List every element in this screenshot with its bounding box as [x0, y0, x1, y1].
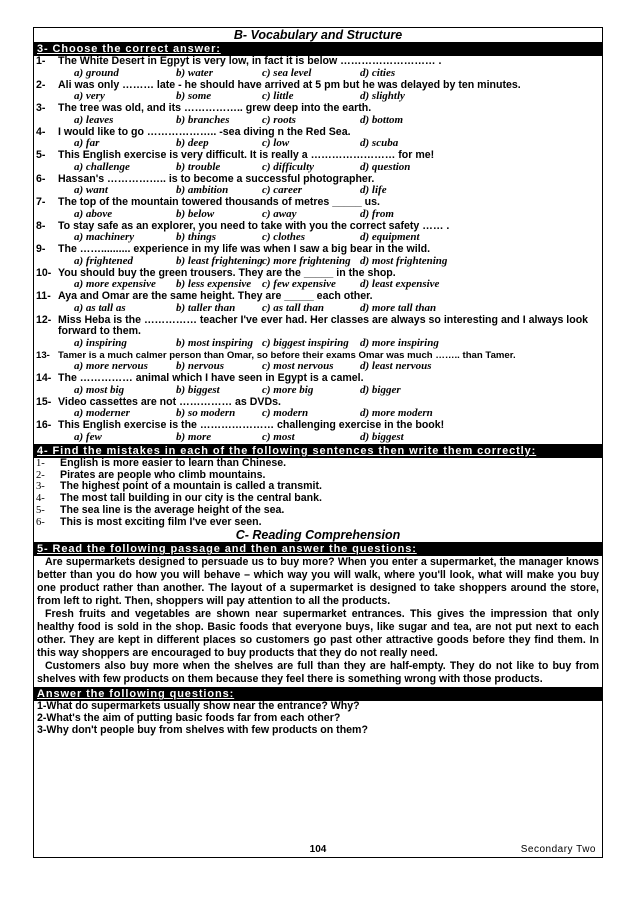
- answer-option[interactable]: d) more tall than: [360, 301, 437, 314]
- section-5-title: 5- Read the following passage and then answer the questions:: [34, 542, 602, 556]
- question-number: 11-: [36, 290, 51, 302]
- answer-options: [34, 232, 602, 244]
- question-text: Miss Heba is the …………… teacher I've ever had. Her classes are always so interesting and I always look forward to them.: [58, 313, 589, 338]
- question-stem: [34, 291, 602, 303]
- answer-options: [34, 385, 602, 397]
- answer-option[interactable]: a) want: [74, 184, 108, 197]
- passage-paragraph: Customers also buy more when the shelves are full than they are half-empty. They do not like to buy from shelves with few products on them because they feel there is something wrong with those products.: [37, 660, 599, 686]
- answer-option[interactable]: d) equipment: [360, 231, 420, 244]
- question-stem: [34, 244, 602, 256]
- question-stem: [34, 197, 602, 209]
- question-stem: [34, 56, 602, 68]
- stage-label: Secondary Two: [520, 844, 596, 855]
- answer-options: [34, 338, 602, 350]
- answer-option[interactable]: c) as tall than: [262, 301, 325, 314]
- answer-option[interactable]: b) below: [176, 207, 215, 220]
- answer-option[interactable]: a) frightened: [74, 254, 133, 267]
- mistake-number: 6-: [36, 516, 45, 528]
- answer-options: [34, 91, 602, 103]
- section-heading-vocabulary: B- Vocabulary and Structure: [233, 28, 403, 42]
- answer-option[interactable]: b) so modern: [176, 407, 236, 420]
- answer-options: [34, 408, 602, 420]
- answer-option[interactable]: d) scuba: [360, 137, 399, 150]
- answer-option[interactable]: c) little: [262, 90, 294, 103]
- question-number: 8-: [36, 219, 46, 232]
- answer-option[interactable]: c) clothes: [262, 231, 306, 244]
- answer-option[interactable]: a) ground: [74, 66, 119, 79]
- question-stem: [34, 420, 602, 432]
- answer-option[interactable]: c) career: [262, 184, 303, 197]
- mistake-text: The sea line is the average height of the sea.: [60, 503, 285, 516]
- answer-option[interactable]: c) difficulty: [262, 160, 315, 173]
- answer-option[interactable]: b) branches: [176, 113, 230, 126]
- answer-option[interactable]: d) bottom: [360, 113, 404, 126]
- question-text: The …………… animal which I have seen in Egypt is a camel.: [58, 372, 364, 385]
- mistake-sentence: [34, 505, 602, 517]
- question-number: 14-: [36, 372, 52, 385]
- answer-option[interactable]: b) deep: [176, 137, 209, 150]
- answer-option[interactable]: d) bigger: [360, 383, 401, 396]
- answer-option[interactable]: c) more frightening: [262, 254, 351, 267]
- answer-option[interactable]: a) moderner: [74, 407, 130, 420]
- question-stem: [34, 103, 602, 115]
- answer-option[interactable]: b) biggest: [176, 383, 220, 396]
- passage-paragraph: Are supermarkets designed to persuade us to buy more? When you enter a supermarket, the manager knows better than you do how you will behave – which way you will walk, where you'll look, what will make you buy one product rather than another. The layout of a supermarket is designed to take shoppers around the store, from left to right. Then, shoppers will pay attention to all the products.: [37, 556, 599, 608]
- question-number: 10-: [36, 266, 52, 279]
- answer-option[interactable]: d) least expensive: [360, 278, 440, 291]
- answer-option[interactable]: a) inspiring: [74, 336, 127, 349]
- answer-options: [34, 361, 602, 373]
- answer-option[interactable]: b) things: [176, 231, 217, 244]
- answer-options: [34, 138, 602, 150]
- page-footer: [34, 843, 602, 857]
- question-number: 5-: [36, 149, 46, 161]
- answer-option[interactable]: a) leaves: [74, 113, 114, 126]
- question-text: Video cassettes are not …………… as DVDs.: [58, 395, 281, 408]
- mistake-text: This is most exciting film I've ever seen.: [60, 515, 262, 528]
- answer-option[interactable]: c) low: [262, 137, 290, 150]
- answer-option[interactable]: c) away: [262, 207, 297, 220]
- answer-option[interactable]: a) above: [74, 207, 113, 220]
- passage-paragraph: Fresh fruits and vegetables are shown near supermarket entrances. This gives the impression that only healthy food is sold in the shop. Basic foods that everyone buys, like sugar and tea, are not put next to each other. They are kept in different places so customers go past other attractive goods before they find them. In this way shoppers are encouraged to buy products that they do not really need.: [37, 608, 599, 660]
- question-stem: [34, 80, 602, 92]
- question-text: You should buy the green trousers. They are the _____ in the shop.: [58, 266, 396, 279]
- answer-question: 3-Why don't people buy from shelves with few products on them?: [37, 724, 368, 737]
- question-text: Ali was only ……… late - he should have arrived at 5 pm but he was delayed by ten minutes.: [58, 78, 521, 91]
- answer-option[interactable]: d) from: [360, 207, 394, 220]
- answer-options: [34, 115, 602, 127]
- answer-option[interactable]: a) far: [74, 137, 100, 150]
- answer-option[interactable]: d) more modern: [360, 407, 433, 420]
- answer-option[interactable]: b) nervous: [176, 360, 224, 373]
- question-stem: [34, 174, 602, 186]
- question-number: 16-: [36, 419, 52, 432]
- answer-option[interactable]: c) most: [262, 430, 295, 443]
- page-number: 104: [309, 844, 327, 855]
- question-number: 6-: [36, 172, 46, 185]
- answer-option[interactable]: b) water: [176, 66, 213, 79]
- answer-option[interactable]: c) roots: [262, 113, 296, 126]
- question-text: Tamer is a much calmer person than Omar, so before their exams Omar was much …….. than Tamer.: [58, 349, 516, 361]
- answer-option[interactable]: b) trouble: [176, 160, 221, 173]
- answer-option[interactable]: a) very: [74, 90, 105, 103]
- answer-option[interactable]: b) taller than: [176, 301, 236, 314]
- question-text: The White Desert in Egpyt is very low, in fact it is below ……………………… .: [58, 55, 442, 67]
- answer-option[interactable]: d) least nervous: [360, 360, 432, 373]
- answer-option[interactable]: d) cities: [360, 66, 396, 79]
- answer-option[interactable]: d) slightly: [360, 90, 405, 103]
- mistake-number: 3-: [36, 481, 45, 493]
- answer-options: [34, 256, 602, 268]
- answer-options: [34, 279, 602, 291]
- answer-option[interactable]: c) few expensive: [262, 278, 336, 291]
- question-number: 12-: [36, 313, 52, 326]
- answer-question: 2-What's the aim of putting basic foods far from each other?: [37, 712, 341, 725]
- question-text: Aya and Omar are the same height. They are _____ each other.: [58, 290, 373, 302]
- answer-question: 1-What do supermarkets usually show near the entrance? Why?: [37, 700, 360, 713]
- answer-option[interactable]: c) sea level: [262, 66, 312, 79]
- worksheet-frame: [33, 27, 603, 858]
- answer-option[interactable]: c) more big: [262, 383, 314, 396]
- answer-options: [34, 209, 602, 221]
- question-number: 9-: [36, 243, 46, 255]
- question-number: 2-: [36, 78, 46, 91]
- question-number: 1-: [36, 55, 46, 67]
- answer-options: [34, 303, 602, 315]
- answer-options: [34, 185, 602, 197]
- mistake-sentence: [34, 458, 602, 470]
- answer-option[interactable]: a) more nervous: [74, 360, 148, 373]
- question-text: Hassan's …………….. is to become a successful photographer.: [58, 172, 375, 185]
- answer-option[interactable]: b) most inspiring: [176, 336, 254, 349]
- answer-option[interactable]: a) machinery: [74, 231, 135, 244]
- answer-option[interactable]: d) more inspiring: [360, 336, 439, 349]
- mistake-text: The highest point of a mountain is called a transmit.: [60, 480, 322, 493]
- section-heading-reading: C- Reading Comprehension: [235, 528, 401, 543]
- question-text: I would like to go ……………….. -sea diving n the Red Sea.: [58, 125, 351, 138]
- question-stem: [34, 150, 602, 162]
- question-text: This English exercise is the ………………… challenging exercise in the book!: [58, 419, 445, 432]
- section-3-title: 3- Choose the correct answer:: [34, 42, 602, 56]
- answer-option[interactable]: c) biggest inspiring: [262, 336, 349, 349]
- answer-option[interactable]: a) most big: [74, 383, 125, 396]
- question-text: The top of the mountain towered thousands of metres _____ us.: [58, 196, 380, 208]
- question-text: The tree was old, and its …………….. grew deep into the earth.: [58, 102, 372, 114]
- answer-option[interactable]: d) question: [360, 160, 411, 173]
- answer-option[interactable]: c) modern: [262, 407, 309, 420]
- answer-options: [34, 162, 602, 174]
- question-text: This English exercise is very difficult. It is really a …………………… for me!: [58, 149, 435, 161]
- answer-option[interactable]: a) more expensive: [74, 278, 156, 291]
- question-text: The …….......... experience in my life was when I saw a big bear in the wild.: [58, 243, 431, 255]
- question-number: 13-: [36, 349, 50, 361]
- answer-option[interactable]: c) most nervous: [262, 360, 334, 373]
- question-list: [34, 56, 602, 444]
- answer-option[interactable]: a) as tall as: [74, 301, 126, 314]
- mistake-number: 2-: [36, 469, 45, 481]
- mistake-number: 1-: [36, 457, 45, 469]
- answer-option[interactable]: d) most frightening: [360, 254, 448, 267]
- question-stem: [34, 127, 602, 139]
- answer-option[interactable]: b) more: [176, 430, 212, 443]
- mistake-number: 4-: [36, 493, 45, 505]
- mistakes-list: [34, 458, 602, 529]
- question-number: 7-: [36, 196, 46, 208]
- question-number: 4-: [36, 125, 46, 138]
- mistake-sentence: [34, 517, 602, 529]
- answer-option[interactable]: b) less expensive: [176, 278, 252, 291]
- answer-option[interactable]: d) biggest: [360, 430, 404, 443]
- mistake-text: Pirates are people who climb mountains.: [60, 468, 266, 481]
- question-number: 3-: [36, 102, 46, 114]
- answer-options: [34, 68, 602, 80]
- answer-option[interactable]: a) few: [74, 430, 102, 443]
- mistake-text: English is more easier to learn than Chinese.: [60, 456, 287, 469]
- question-stem: [34, 315, 602, 338]
- question-text: To stay safe as an explorer, you need to take with you the correct safety …… .: [58, 219, 450, 232]
- section-4-title: 4- Find the mistakes in each of the following sentences then write them correctly:: [34, 444, 602, 458]
- answer-option[interactable]: d) life: [360, 184, 387, 197]
- mistake-number: 5-: [36, 504, 45, 516]
- mistake-text: The most tall building in our city is the central bank.: [60, 492, 322, 505]
- answer-option[interactable]: b) least frightening: [176, 254, 263, 267]
- answer-option[interactable]: b) ambition: [176, 184, 229, 197]
- question-number: 15-: [36, 395, 52, 408]
- answer-option[interactable]: a) challenge: [74, 160, 130, 173]
- answer-section-title: Answer the following questions:: [34, 687, 602, 701]
- answer-option[interactable]: b) some: [176, 90, 212, 103]
- answer-options: [34, 432, 602, 444]
